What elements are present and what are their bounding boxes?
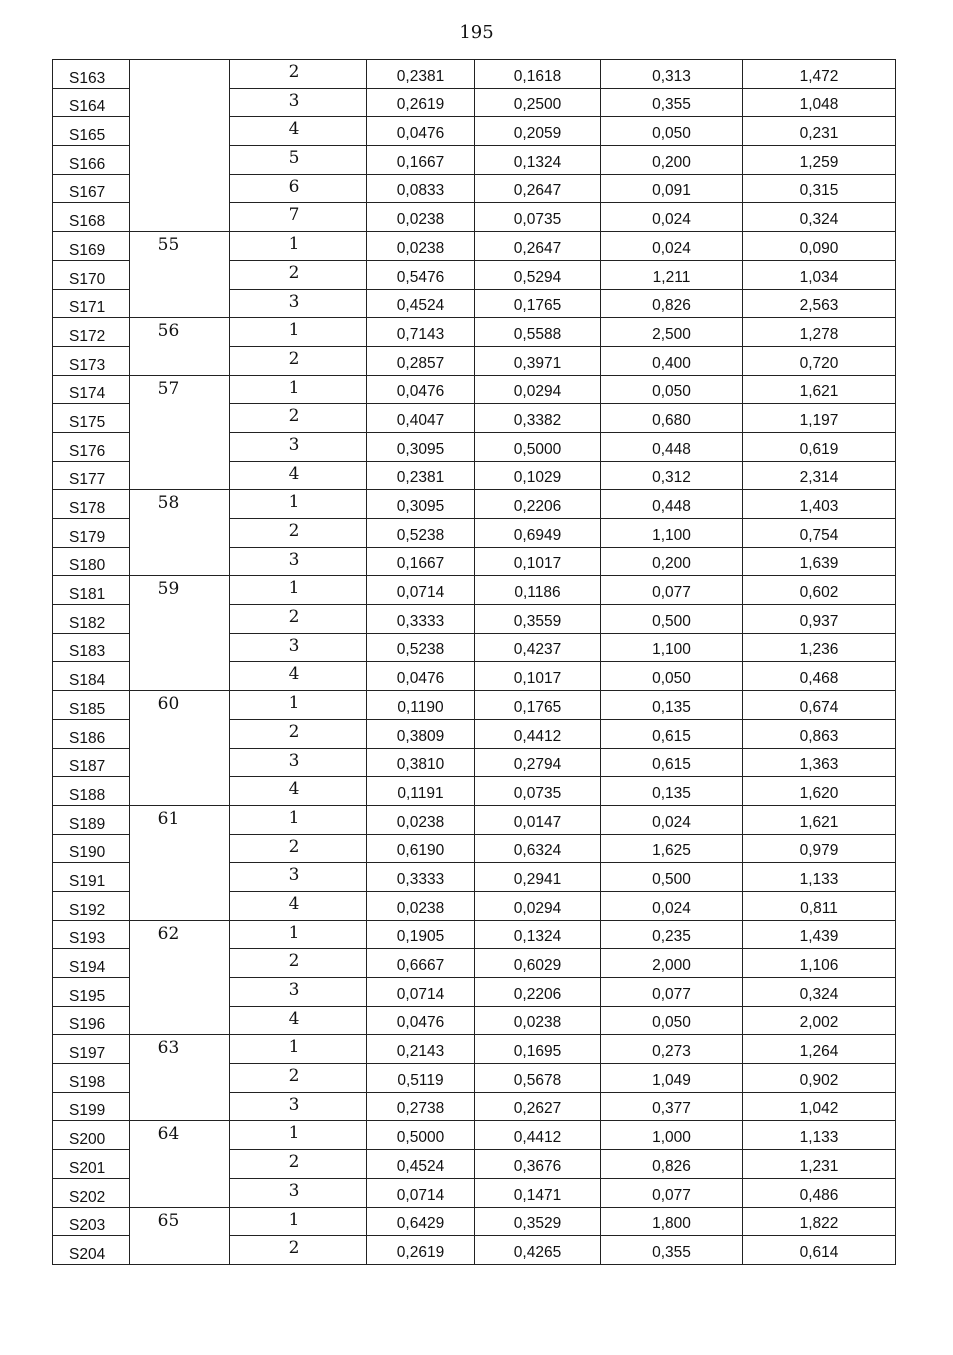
value-cell-2: 0,3529 xyxy=(475,1207,601,1236)
value-cell-2: 0,1029 xyxy=(475,461,601,490)
value-cell-2: 0,3971 xyxy=(475,346,601,375)
subgroup-number-cell: 1 xyxy=(230,691,367,720)
subgroup-number-cell: 2 xyxy=(230,1236,367,1265)
subgroup-number-cell: 4 xyxy=(230,117,367,146)
subgroup-number-cell: 2 xyxy=(230,719,367,748)
value-cell-4: 1,231 xyxy=(743,1150,896,1179)
value-cell-4: 0,979 xyxy=(743,834,896,863)
value-cell-2: 0,4237 xyxy=(475,633,601,662)
sample-id-cell: S203 xyxy=(53,1207,130,1236)
sample-id-cell: S179 xyxy=(53,519,130,548)
subgroup-number-cell: 2 xyxy=(230,1064,367,1093)
subgroup-number-cell: 3 xyxy=(230,748,367,777)
value-cell-4: 1,403 xyxy=(743,490,896,519)
sample-id-cell: S190 xyxy=(53,834,130,863)
value-cell-1: 0,3333 xyxy=(367,605,475,634)
value-cell-1: 0,0476 xyxy=(367,662,475,691)
sample-id-cell: S198 xyxy=(53,1064,130,1093)
value-cell-3: 0,135 xyxy=(601,691,743,720)
value-cell-1: 0,2381 xyxy=(367,461,475,490)
sample-id-cell: S178 xyxy=(53,490,130,519)
value-cell-3: 0,680 xyxy=(601,404,743,433)
value-cell-3: 0,273 xyxy=(601,1035,743,1064)
value-cell-3: 2,000 xyxy=(601,949,743,978)
value-cell-1: 0,3333 xyxy=(367,863,475,892)
value-cell-2: 0,2627 xyxy=(475,1092,601,1121)
subgroup-number-cell: 5 xyxy=(230,146,367,175)
value-cell-1: 0,6667 xyxy=(367,949,475,978)
value-cell-3: 1,100 xyxy=(601,633,743,662)
subgroup-number-cell: 3 xyxy=(230,289,367,318)
subgroup-number-cell: 1 xyxy=(230,1207,367,1236)
value-cell-2: 0,1695 xyxy=(475,1035,601,1064)
sample-id-cell: S204 xyxy=(53,1236,130,1265)
table-row xyxy=(53,576,896,605)
table-row xyxy=(53,375,896,404)
subgroup-number-cell: 3 xyxy=(230,863,367,892)
value-cell-1: 0,2619 xyxy=(367,1236,475,1265)
group-cell: 58 xyxy=(130,490,230,576)
value-cell-2: 0,1324 xyxy=(475,146,601,175)
value-cell-2: 0,6029 xyxy=(475,949,601,978)
value-cell-1: 0,6190 xyxy=(367,834,475,863)
value-cell-2: 0,3559 xyxy=(475,605,601,634)
value-cell-4: 0,811 xyxy=(743,891,896,920)
value-cell-4: 1,439 xyxy=(743,920,896,949)
sample-id-cell: S201 xyxy=(53,1150,130,1179)
value-cell-2: 0,6949 xyxy=(475,519,601,548)
group-cell: 56 xyxy=(130,318,230,375)
value-cell-3: 0,077 xyxy=(601,576,743,605)
sample-id-cell: S180 xyxy=(53,547,130,576)
value-cell-3: 0,024 xyxy=(601,232,743,261)
value-cell-1: 0,1667 xyxy=(367,547,475,576)
subgroup-number-cell: 7 xyxy=(230,203,367,232)
value-cell-1: 0,2857 xyxy=(367,346,475,375)
subgroup-number-cell: 1 xyxy=(230,576,367,605)
value-cell-2: 0,2647 xyxy=(475,232,601,261)
value-cell-1: 0,3810 xyxy=(367,748,475,777)
subgroup-number-cell: 4 xyxy=(230,777,367,806)
subgroup-number-cell: 2 xyxy=(230,60,367,89)
subgroup-number-cell: 1 xyxy=(230,1121,367,1150)
sample-id-cell: S167 xyxy=(53,174,130,203)
value-cell-3: 0,050 xyxy=(601,1006,743,1035)
value-cell-4: 0,315 xyxy=(743,174,896,203)
sample-id-cell: S164 xyxy=(53,88,130,117)
value-cell-4: 2,314 xyxy=(743,461,896,490)
subgroup-number-cell: 1 xyxy=(230,1035,367,1064)
value-cell-3: 0,500 xyxy=(601,863,743,892)
value-cell-2: 0,6324 xyxy=(475,834,601,863)
value-cell-4: 0,486 xyxy=(743,1178,896,1207)
subgroup-number-cell: 4 xyxy=(230,662,367,691)
value-cell-2: 0,2059 xyxy=(475,117,601,146)
group-cell: 55 xyxy=(130,232,230,318)
data-table xyxy=(52,59,896,1265)
subgroup-number-cell: 6 xyxy=(230,174,367,203)
value-cell-2: 0,1017 xyxy=(475,547,601,576)
subgroup-number-cell: 3 xyxy=(230,633,367,662)
value-cell-3: 0,050 xyxy=(601,117,743,146)
value-cell-2: 0,5588 xyxy=(475,318,601,347)
value-cell-4: 1,620 xyxy=(743,777,896,806)
value-cell-4: 1,259 xyxy=(743,146,896,175)
value-cell-4: 1,363 xyxy=(743,748,896,777)
value-cell-4: 1,197 xyxy=(743,404,896,433)
value-cell-1: 0,0714 xyxy=(367,978,475,1007)
value-cell-3: 0,312 xyxy=(601,461,743,490)
sample-id-cell: S174 xyxy=(53,375,130,404)
value-cell-1: 0,5000 xyxy=(367,1121,475,1150)
sample-id-cell: S195 xyxy=(53,978,130,1007)
value-cell-1: 0,2738 xyxy=(367,1092,475,1121)
value-cell-3: 1,211 xyxy=(601,260,743,289)
value-cell-4: 0,324 xyxy=(743,978,896,1007)
value-cell-1: 0,0476 xyxy=(367,1006,475,1035)
sample-id-cell: S199 xyxy=(53,1092,130,1121)
value-cell-4: 1,236 xyxy=(743,633,896,662)
table-row xyxy=(53,490,896,519)
sample-id-cell: S170 xyxy=(53,260,130,289)
value-cell-1: 0,5476 xyxy=(367,260,475,289)
value-cell-3: 0,024 xyxy=(601,805,743,834)
sample-id-cell: S194 xyxy=(53,949,130,978)
sample-id-cell: S169 xyxy=(53,232,130,261)
group-cell: 63 xyxy=(130,1035,230,1121)
value-cell-2: 0,4412 xyxy=(475,719,601,748)
subgroup-number-cell: 4 xyxy=(230,461,367,490)
subgroup-number-cell: 3 xyxy=(230,432,367,461)
group-cell xyxy=(130,60,230,232)
value-cell-3: 0,135 xyxy=(601,777,743,806)
table-row xyxy=(53,1121,896,1150)
subgroup-number-cell: 3 xyxy=(230,978,367,1007)
value-cell-4: 1,034 xyxy=(743,260,896,289)
value-cell-1: 0,0476 xyxy=(367,117,475,146)
value-cell-4: 0,602 xyxy=(743,576,896,605)
subgroup-number-cell: 2 xyxy=(230,834,367,863)
sample-id-cell: S200 xyxy=(53,1121,130,1150)
value-cell-2: 0,1618 xyxy=(475,60,601,89)
value-cell-4: 0,324 xyxy=(743,203,896,232)
sample-id-cell: S182 xyxy=(53,605,130,634)
value-cell-2: 0,1324 xyxy=(475,920,601,949)
value-cell-4: 1,472 xyxy=(743,60,896,89)
page-number: 195 xyxy=(459,22,494,43)
sample-id-cell: S188 xyxy=(53,777,130,806)
value-cell-1: 0,7143 xyxy=(367,318,475,347)
value-cell-1: 0,3809 xyxy=(367,719,475,748)
table-row xyxy=(53,691,896,720)
subgroup-number-cell: 1 xyxy=(230,375,367,404)
value-cell-1: 0,0714 xyxy=(367,1178,475,1207)
value-cell-3: 0,077 xyxy=(601,978,743,1007)
value-cell-2: 0,5000 xyxy=(475,432,601,461)
sample-id-cell: S177 xyxy=(53,461,130,490)
value-cell-4: 0,754 xyxy=(743,519,896,548)
subgroup-number-cell: 1 xyxy=(230,920,367,949)
value-cell-2: 0,1765 xyxy=(475,289,601,318)
value-cell-4: 1,278 xyxy=(743,318,896,347)
value-cell-4: 1,042 xyxy=(743,1092,896,1121)
table-row xyxy=(53,318,896,347)
value-cell-1: 0,5119 xyxy=(367,1064,475,1093)
sample-id-cell: S165 xyxy=(53,117,130,146)
value-cell-2: 0,1186 xyxy=(475,576,601,605)
value-cell-4: 1,133 xyxy=(743,1121,896,1150)
value-cell-2: 0,5294 xyxy=(475,260,601,289)
value-cell-1: 0,6429 xyxy=(367,1207,475,1236)
table-row xyxy=(53,232,896,261)
sample-id-cell: S192 xyxy=(53,891,130,920)
value-cell-3: 0,826 xyxy=(601,1150,743,1179)
value-cell-3: 0,024 xyxy=(601,891,743,920)
sample-id-cell: S193 xyxy=(53,920,130,949)
value-cell-1: 0,2619 xyxy=(367,88,475,117)
value-cell-1: 0,0476 xyxy=(367,375,475,404)
value-cell-1: 0,1191 xyxy=(367,777,475,806)
subgroup-number-cell: 2 xyxy=(230,346,367,375)
value-cell-3: 0,313 xyxy=(601,60,743,89)
subgroup-number-cell: 1 xyxy=(230,490,367,519)
sample-id-cell: S186 xyxy=(53,719,130,748)
value-cell-4: 0,674 xyxy=(743,691,896,720)
table-row xyxy=(53,60,896,89)
sample-id-cell: S184 xyxy=(53,662,130,691)
subgroup-number-cell: 3 xyxy=(230,1178,367,1207)
value-cell-1: 0,1667 xyxy=(367,146,475,175)
value-cell-1: 0,3095 xyxy=(367,490,475,519)
value-cell-1: 0,0238 xyxy=(367,232,475,261)
value-cell-3: 0,448 xyxy=(601,490,743,519)
value-cell-2: 0,0294 xyxy=(475,375,601,404)
value-cell-4: 0,090 xyxy=(743,232,896,261)
value-cell-3: 0,050 xyxy=(601,375,743,404)
value-cell-4: 0,720 xyxy=(743,346,896,375)
value-cell-4: 1,048 xyxy=(743,88,896,117)
table-row xyxy=(53,1207,896,1236)
value-cell-2: 0,5678 xyxy=(475,1064,601,1093)
value-cell-2: 0,2647 xyxy=(475,174,601,203)
value-cell-1: 0,0833 xyxy=(367,174,475,203)
group-cell: 64 xyxy=(130,1121,230,1207)
value-cell-2: 0,0147 xyxy=(475,805,601,834)
value-cell-2: 0,0735 xyxy=(475,203,601,232)
sample-id-cell: S183 xyxy=(53,633,130,662)
subgroup-number-cell: 2 xyxy=(230,605,367,634)
value-cell-4: 2,002 xyxy=(743,1006,896,1035)
group-cell: 60 xyxy=(130,691,230,806)
value-cell-3: 0,235 xyxy=(601,920,743,949)
sample-id-cell: S175 xyxy=(53,404,130,433)
subgroup-number-cell: 2 xyxy=(230,519,367,548)
sample-id-cell: S187 xyxy=(53,748,130,777)
value-cell-1: 0,5238 xyxy=(367,633,475,662)
group-cell: 61 xyxy=(130,805,230,920)
value-cell-2: 0,1471 xyxy=(475,1178,601,1207)
value-cell-4: 0,863 xyxy=(743,719,896,748)
value-cell-4: 2,563 xyxy=(743,289,896,318)
value-cell-1: 0,1905 xyxy=(367,920,475,949)
sample-id-cell: S171 xyxy=(53,289,130,318)
value-cell-2: 0,2500 xyxy=(475,88,601,117)
subgroup-number-cell: 1 xyxy=(230,232,367,261)
value-cell-4: 1,264 xyxy=(743,1035,896,1064)
value-cell-4: 1,639 xyxy=(743,547,896,576)
value-cell-4: 1,106 xyxy=(743,949,896,978)
subgroup-number-cell: 3 xyxy=(230,547,367,576)
value-cell-1: 0,0238 xyxy=(367,891,475,920)
subgroup-number-cell: 4 xyxy=(230,891,367,920)
value-cell-3: 0,200 xyxy=(601,146,743,175)
value-cell-4: 0,468 xyxy=(743,662,896,691)
value-cell-2: 0,2206 xyxy=(475,490,601,519)
value-cell-2: 0,2941 xyxy=(475,863,601,892)
value-cell-1: 0,4047 xyxy=(367,404,475,433)
value-cell-2: 0,3382 xyxy=(475,404,601,433)
sample-id-cell: S189 xyxy=(53,805,130,834)
value-cell-3: 0,400 xyxy=(601,346,743,375)
value-cell-1: 0,0714 xyxy=(367,576,475,605)
value-cell-3: 2,500 xyxy=(601,318,743,347)
subgroup-number-cell: 2 xyxy=(230,949,367,978)
value-cell-3: 1,800 xyxy=(601,1207,743,1236)
table-row xyxy=(53,805,896,834)
value-cell-2: 0,2206 xyxy=(475,978,601,1007)
sample-id-cell: S166 xyxy=(53,146,130,175)
subgroup-number-cell: 2 xyxy=(230,404,367,433)
value-cell-1: 0,0238 xyxy=(367,203,475,232)
value-cell-3: 0,448 xyxy=(601,432,743,461)
value-cell-3: 0,077 xyxy=(601,1178,743,1207)
value-cell-4: 0,614 xyxy=(743,1236,896,1265)
group-cell: 62 xyxy=(130,920,230,1035)
value-cell-2: 0,0735 xyxy=(475,777,601,806)
value-cell-2: 0,4412 xyxy=(475,1121,601,1150)
sample-id-cell: S168 xyxy=(53,203,130,232)
value-cell-4: 1,133 xyxy=(743,863,896,892)
subgroup-number-cell: 2 xyxy=(230,260,367,289)
value-cell-2: 0,3676 xyxy=(475,1150,601,1179)
sample-id-cell: S202 xyxy=(53,1178,130,1207)
value-cell-3: 0,050 xyxy=(601,662,743,691)
sample-id-cell: S185 xyxy=(53,691,130,720)
sample-id-cell: S172 xyxy=(53,318,130,347)
value-cell-4: 1,621 xyxy=(743,805,896,834)
value-cell-1: 0,2381 xyxy=(367,60,475,89)
value-cell-3: 0,500 xyxy=(601,605,743,634)
sample-id-cell: S173 xyxy=(53,346,130,375)
value-cell-3: 0,826 xyxy=(601,289,743,318)
value-cell-3: 1,100 xyxy=(601,519,743,548)
value-cell-3: 0,615 xyxy=(601,748,743,777)
value-cell-4: 0,619 xyxy=(743,432,896,461)
value-cell-4: 0,902 xyxy=(743,1064,896,1093)
sample-id-cell: S181 xyxy=(53,576,130,605)
value-cell-1: 0,5238 xyxy=(367,519,475,548)
value-cell-3: 0,355 xyxy=(601,88,743,117)
sample-id-cell: S197 xyxy=(53,1035,130,1064)
value-cell-2: 0,1765 xyxy=(475,691,601,720)
value-cell-3: 0,615 xyxy=(601,719,743,748)
sample-id-cell: S196 xyxy=(53,1006,130,1035)
value-cell-1: 0,3095 xyxy=(367,432,475,461)
value-cell-3: 0,200 xyxy=(601,547,743,576)
table-row xyxy=(53,920,896,949)
value-cell-2: 0,1017 xyxy=(475,662,601,691)
value-cell-4: 0,231 xyxy=(743,117,896,146)
value-cell-3: 1,000 xyxy=(601,1121,743,1150)
value-cell-3: 0,377 xyxy=(601,1092,743,1121)
group-cell: 59 xyxy=(130,576,230,691)
group-cell: 57 xyxy=(130,375,230,490)
value-cell-1: 0,1190 xyxy=(367,691,475,720)
value-cell-4: 1,621 xyxy=(743,375,896,404)
value-cell-1: 0,4524 xyxy=(367,1150,475,1179)
value-cell-3: 0,024 xyxy=(601,203,743,232)
sample-id-cell: S176 xyxy=(53,432,130,461)
value-cell-3: 1,049 xyxy=(601,1064,743,1093)
table-row xyxy=(53,1035,896,1064)
subgroup-number-cell: 3 xyxy=(230,88,367,117)
subgroup-number-cell: 4 xyxy=(230,1006,367,1035)
value-cell-1: 0,0238 xyxy=(367,805,475,834)
value-cell-2: 0,2794 xyxy=(475,748,601,777)
value-cell-3: 0,355 xyxy=(601,1236,743,1265)
group-cell: 65 xyxy=(130,1207,230,1264)
value-cell-1: 0,2143 xyxy=(367,1035,475,1064)
value-cell-3: 1,625 xyxy=(601,834,743,863)
value-cell-3: 0,091 xyxy=(601,174,743,203)
value-cell-2: 0,0294 xyxy=(475,891,601,920)
sample-id-cell: S191 xyxy=(53,863,130,892)
subgroup-number-cell: 1 xyxy=(230,805,367,834)
subgroup-number-cell: 3 xyxy=(230,1092,367,1121)
value-cell-4: 0,937 xyxy=(743,605,896,634)
sample-id-cell: S163 xyxy=(53,60,130,89)
subgroup-number-cell: 1 xyxy=(230,318,367,347)
table-body xyxy=(53,60,896,1265)
value-cell-1: 0,4524 xyxy=(367,289,475,318)
value-cell-2: 0,0238 xyxy=(475,1006,601,1035)
value-cell-2: 0,4265 xyxy=(475,1236,601,1265)
value-cell-4: 1,822 xyxy=(743,1207,896,1236)
subgroup-number-cell: 2 xyxy=(230,1150,367,1179)
